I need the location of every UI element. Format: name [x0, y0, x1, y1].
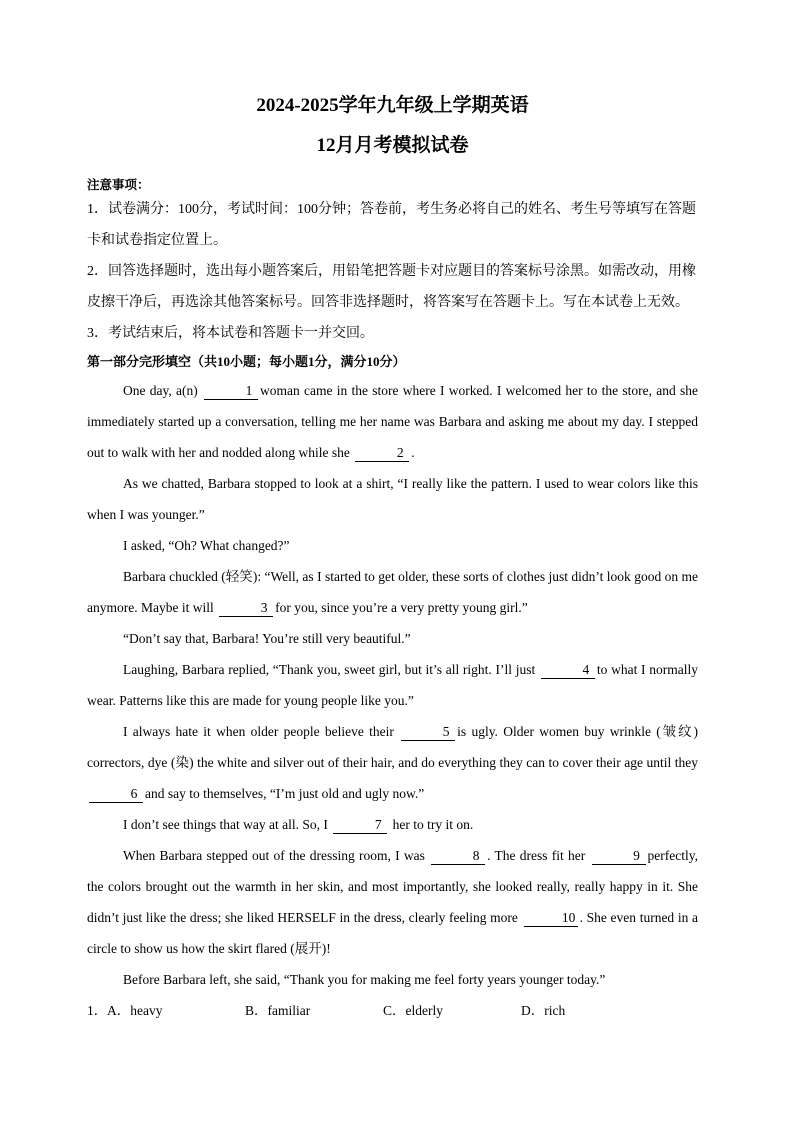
passage-text: . — [411, 445, 415, 460]
passage-paragraph — [87, 809, 698, 840]
notice-item: 1．试卷满分：100分，考试时间：100分钟；答卷前，考生务必将自己的姓名、考生号等填写在答题卡和试卷指定位置上。 — [87, 202, 696, 248]
passage-paragraph: Before Barbara left, she said, “Thank you for making me feel forty years younger today.” — [123, 972, 606, 987]
notice-list — [87, 194, 698, 349]
passage-paragraph: I asked, “Oh? What changed?” — [123, 538, 290, 553]
exam-title: 2024-2025学年九年级上学期英语 — [256, 95, 529, 116]
blank-10: 10 — [524, 910, 578, 927]
option-b: B．familiar — [245, 1003, 311, 1018]
blank-1: 1 — [204, 383, 258, 400]
notice-item: 3．考试结束后，将本试卷和答题卡一并交回。 — [87, 326, 374, 341]
passage-paragraph — [87, 840, 698, 964]
question-number: 1． — [87, 1003, 108, 1018]
section-heading: 第一部分完形填空（共10小题；每小题1分，满分10分） — [87, 354, 406, 369]
blank-4: 4 — [541, 662, 595, 679]
question-1-options — [87, 995, 698, 1026]
passage-text: perfectly, the colors brought out the warmth in her skin, and most importantly, she looked really, really happy in it. She didn’t just like the dress; she liked HERSELF in the dress, clearly feeling more — [87, 848, 699, 925]
passage-text: . She even turned in a circle to show us how the skirt flared (展开)! — [87, 910, 699, 956]
blank-5: 5 — [401, 724, 455, 741]
blank-9: 9 — [592, 848, 646, 865]
passage-paragraph — [87, 716, 698, 809]
passage-paragraph — [87, 561, 698, 623]
passage-text: to what I normally wear. Patterns like this are made for young people like you.” — [87, 662, 698, 708]
passage-paragraph: “Don’t say that, Barbara! You’re still very beautiful.” — [123, 631, 411, 646]
blank-6: 6 — [89, 786, 143, 803]
passage-text: . The dress fit her — [487, 848, 586, 863]
cloze-passage — [87, 375, 698, 995]
exam-subtitle: 12月月考模拟试卷 — [316, 135, 469, 156]
passage-text: Barbara chuckled (轻笑): “Well, as I started to get older, these sorts of clothes just didn’t look good on me anymore. Maybe it will — [87, 569, 698, 615]
blank-3: 3 — [219, 600, 273, 617]
option-a: A．heavy — [107, 1003, 163, 1018]
passage-paragraph — [87, 654, 698, 716]
blank-8: 8 — [431, 848, 485, 865]
passage-paragraph: As we chatted, Barbara stopped to look at a shirt, “I really like the pattern. I used to wear colors like this when I was younger.” — [87, 476, 698, 522]
notice-heading: 注意事项： — [87, 178, 150, 192]
passage-text: is ugly. Older women buy wrinkle (皱纹) correctors, dye (染) the white and silver out of their hair, and do everything they can to cover their age until they — [87, 724, 698, 770]
notice-item: 2．回答选择题时，选出每小题答案后，用铅笔把答题卡对应题目的答案标号涂黑。如需改动，用橡皮擦干净后，再选涂其他答案标号。回答非选择题时，将答案写在答题卡上。写在本试卷上无效。 — [87, 264, 696, 310]
passage-text: When Barbara stepped out of the dressing room, I was — [123, 848, 425, 863]
passage-text: her to try it on. — [392, 817, 474, 832]
passage-text: and say to themselves, “I’m just old and ugly now.” — [145, 786, 425, 801]
blank-7: 7 — [333, 817, 387, 834]
passage-text: I always hate it when older people believe their — [123, 724, 394, 739]
passage-paragraph — [87, 375, 698, 468]
passage-text: for you, since you’re a very pretty young girl.” — [275, 600, 528, 615]
option-d: D．rich — [521, 1003, 566, 1018]
passage-text: woman came in the store where I worked. I welcomed her to the store, and she immediately started up a conversation, telling me her name was Barbara and asking me about my day. I stepped out to walk with her and nodded along while she — [87, 383, 698, 460]
passage-text: One day, a(n) — [123, 383, 198, 398]
passage-text: I don’t see things that way at all. So, I — [123, 817, 328, 832]
passage-text: Laughing, Barbara replied, “Thank you, sweet girl, but it’s all right. I’ll just — [123, 662, 536, 677]
option-c: C．elderly — [383, 1003, 443, 1018]
blank-2: 2 — [355, 445, 409, 462]
